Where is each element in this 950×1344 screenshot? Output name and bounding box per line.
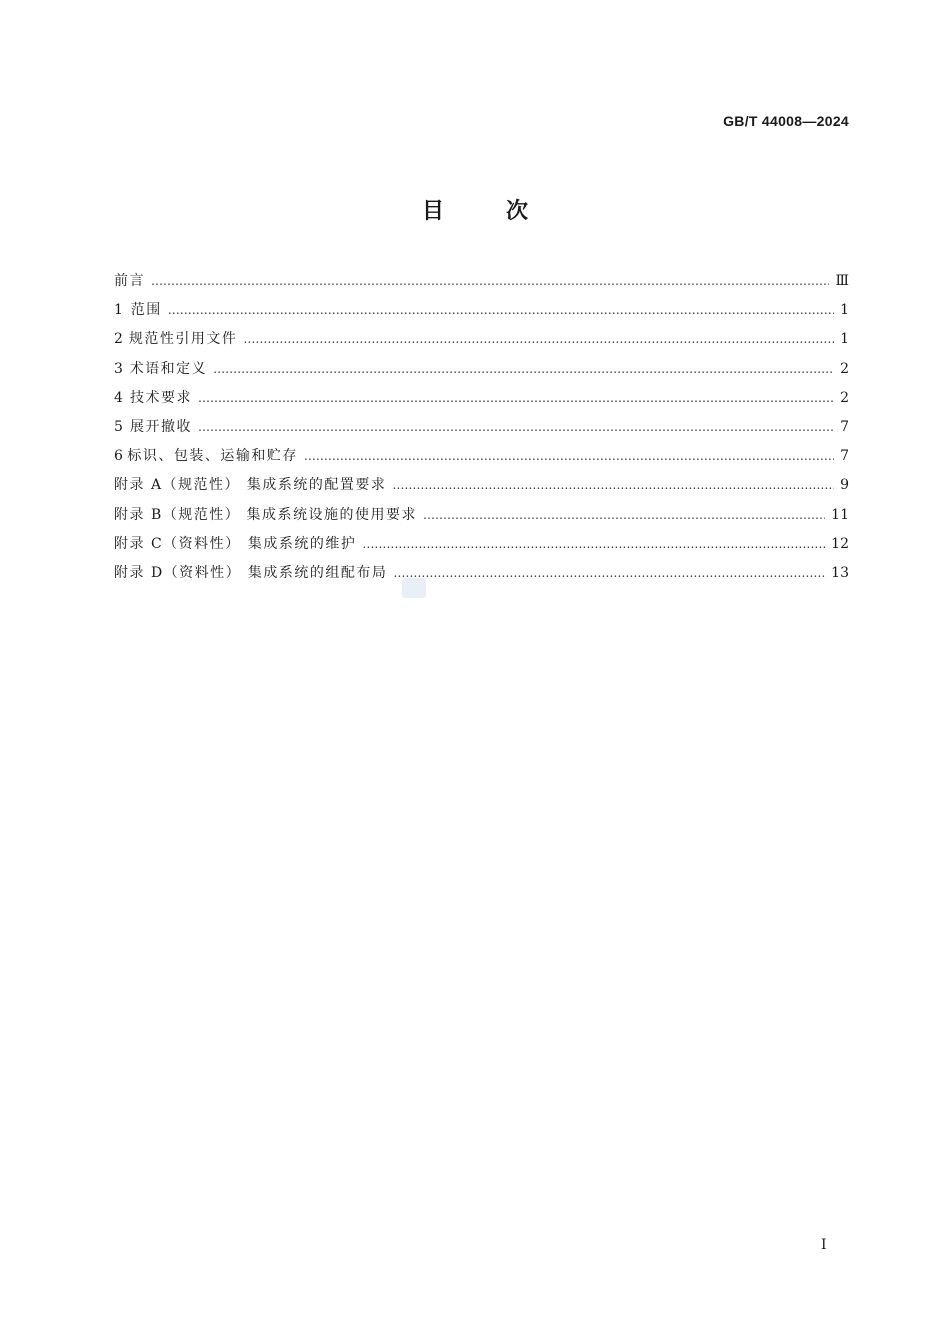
- toc-entry-annex-d[interactable]: [114, 562, 849, 591]
- toc-entry-page: 9: [840, 477, 849, 494]
- toc-entry-6[interactable]: [114, 445, 849, 474]
- toc-entry-annex-label: 附录 D（资料性）: [114, 564, 242, 581]
- toc-entry-page: 11: [831, 506, 849, 523]
- toc-entry-page: 7: [840, 448, 849, 465]
- toc-title-char-2: 次: [506, 199, 529, 224]
- standard-code: GB/T 44008—2024: [723, 113, 849, 129]
- toc-entry-label: 集成系统的组配布局: [247, 564, 388, 581]
- toc-leader-dots: [198, 420, 834, 434]
- toc-entry-page: 13: [831, 564, 849, 581]
- toc-entry-page: 1: [840, 331, 849, 348]
- toc-entry-5[interactable]: [114, 416, 849, 445]
- toc-entry-label: 集成系统的配置要求: [246, 477, 387, 494]
- toc-entry-annex-c[interactable]: [114, 533, 849, 562]
- toc-title-char-1: 目: [421, 199, 444, 224]
- toc-entry-annex-label: 附录 B（规范性）: [114, 506, 241, 523]
- page-number: I: [821, 1237, 827, 1253]
- toc-leader-dots: [243, 332, 834, 346]
- toc-leader-dots: [151, 274, 829, 288]
- toc-entry-number: 5: [114, 418, 123, 435]
- toc-entry-2[interactable]: [114, 328, 849, 357]
- toc-entry-label: 规范性引用文件: [128, 331, 238, 348]
- toc-leader-dots: [304, 449, 834, 463]
- watermark-logo: [402, 578, 426, 598]
- toc-entry-1[interactable]: [114, 299, 849, 328]
- toc-entry-page: 2: [840, 389, 849, 406]
- toc-entry-label: 范围: [130, 302, 162, 319]
- toc-leader-dots: [168, 303, 834, 317]
- toc-entry-label: 标识、包装、运输和贮存: [127, 448, 298, 465]
- toc-entry-page: Ⅲ: [835, 273, 849, 289]
- toc-entry-label: 展开撤收: [130, 418, 193, 435]
- toc-entry-annex-a[interactable]: [114, 474, 849, 503]
- toc-title: [0, 194, 950, 225]
- toc-leader-dots: [198, 391, 834, 405]
- toc-leader-dots: [362, 537, 825, 551]
- toc-entry-label: 集成系统的维护: [247, 535, 357, 552]
- toc-entry-page: 12: [831, 535, 849, 552]
- toc-entry-number: 3: [114, 360, 123, 377]
- toc-entry-4[interactable]: [114, 387, 849, 416]
- toc-leader-dots: [423, 508, 825, 522]
- toc-entry-page: 1: [840, 302, 849, 319]
- toc-entry-number: 4: [114, 389, 123, 406]
- toc-leader-dots: [213, 362, 834, 376]
- toc-entry-label: 前言: [114, 273, 145, 289]
- toc-entry-label: 技术要求: [130, 389, 193, 406]
- toc-entry-number: 2: [114, 331, 123, 348]
- toc-list: [114, 270, 849, 591]
- toc-entry-number: 6: [114, 448, 123, 465]
- toc-entry-label: 集成系统设施的使用要求: [246, 506, 417, 523]
- toc-leader-dots: [393, 566, 825, 580]
- toc-entry-annex-label: 附录 A（规范性）: [114, 477, 241, 494]
- toc-entry-page: 7: [840, 418, 849, 435]
- toc-entry-label: 术语和定义: [129, 360, 208, 377]
- toc-entry-annex-b[interactable]: [114, 504, 849, 533]
- toc-entry-3[interactable]: [114, 358, 849, 387]
- toc-entry-page: 2: [840, 360, 849, 377]
- toc-leader-dots: [392, 478, 834, 492]
- toc-entry-foreword[interactable]: [114, 270, 849, 299]
- toc-entry-annex-label: 附录 C（资料性）: [114, 535, 241, 552]
- toc-entry-number: 1: [114, 302, 123, 319]
